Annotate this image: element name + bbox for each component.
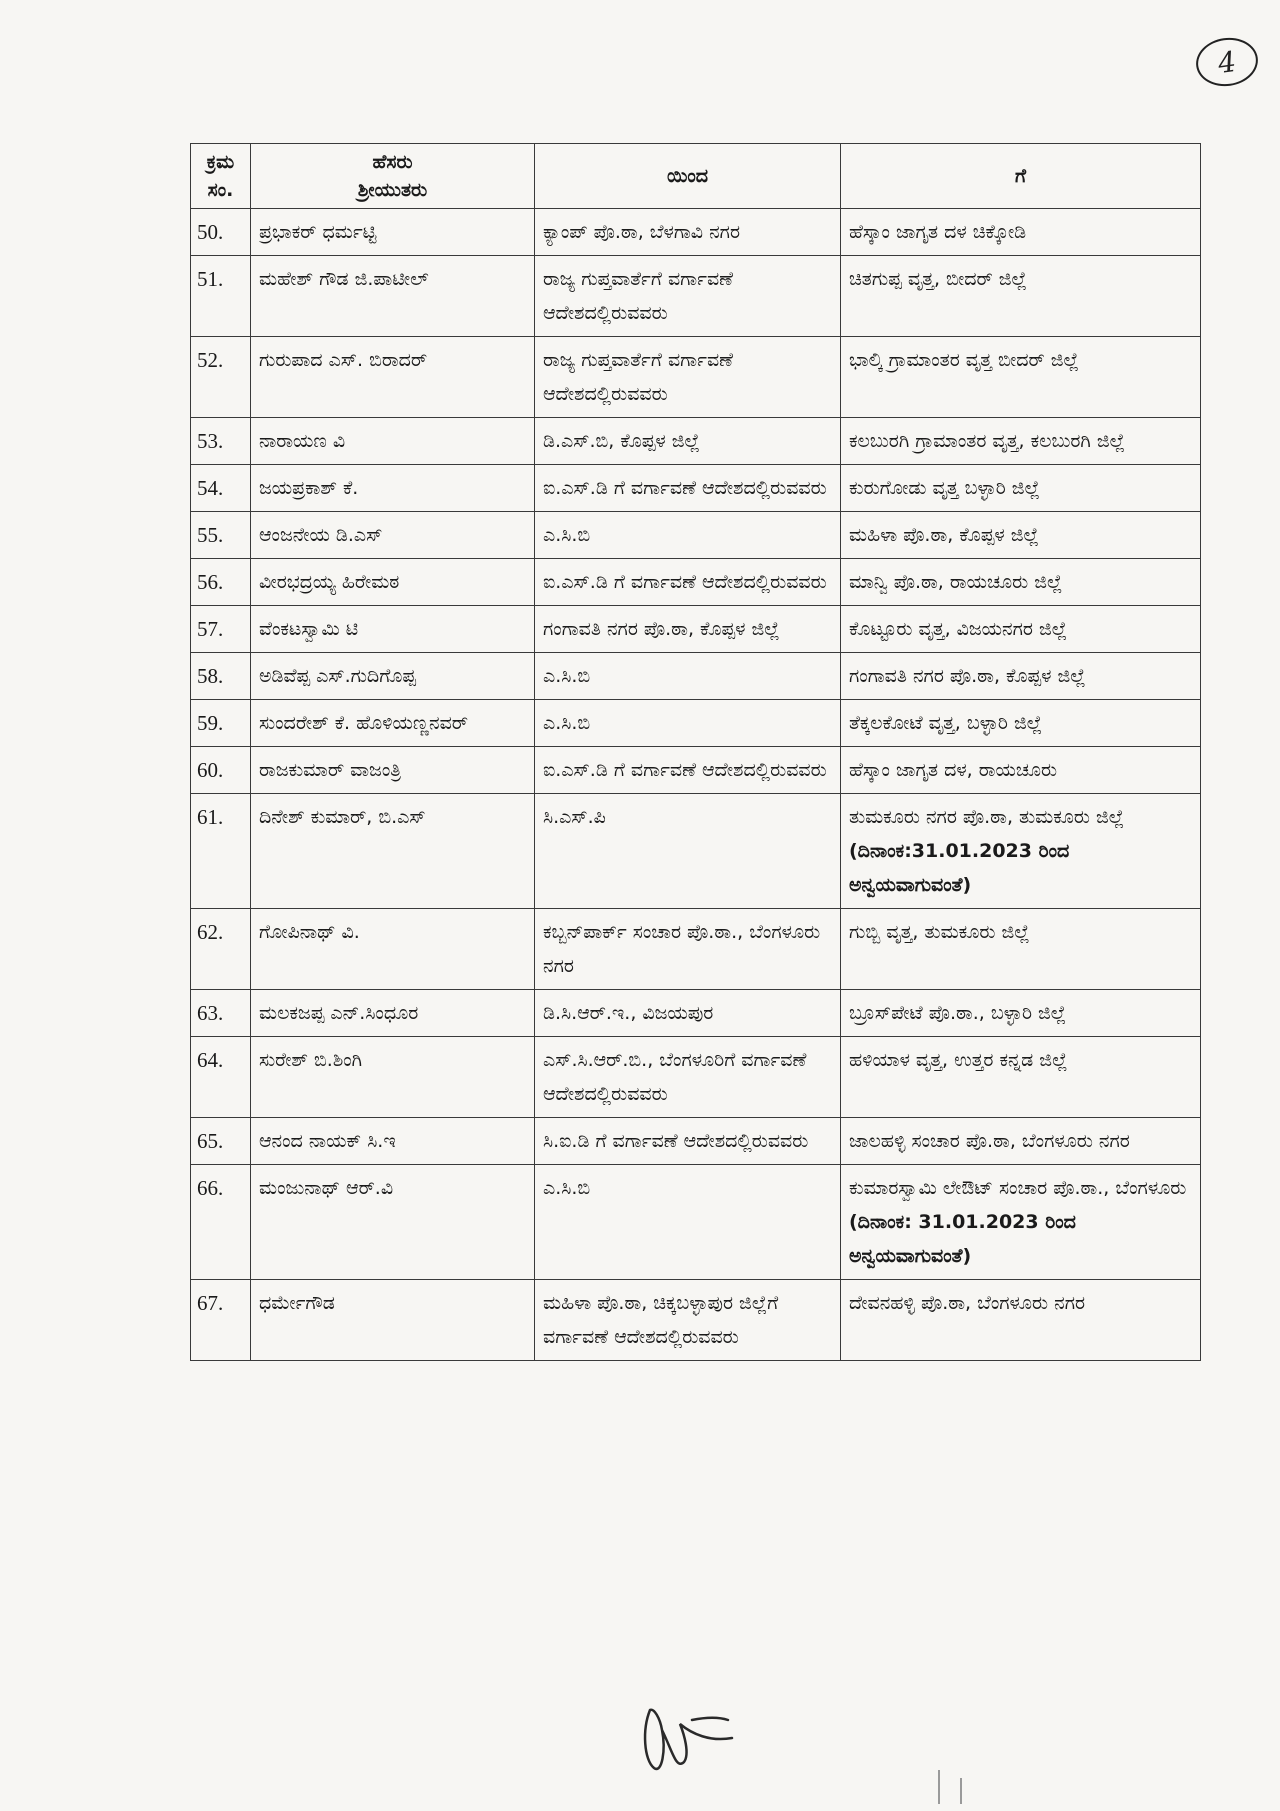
name-cell bbox=[251, 559, 535, 606]
from-cell bbox=[535, 559, 841, 606]
from-cell-text: ಸಿ.ಐ.ಡಿ ಗೆ ವರ್ಗಾವಣೆ ಆದೇಶದಲ್ಲಿರುವವರು bbox=[543, 1130, 809, 1152]
serial-cell-text: 60. bbox=[197, 758, 224, 782]
name-cell-text: ವೆಂಕಟಸ್ವಾಮಿ ಟಿ bbox=[259, 618, 359, 640]
header-from: ಯಿಂದ bbox=[535, 144, 841, 209]
from-cell-text: ಕ್ಯಾಂಪ್ ಪೊ.ಠಾ, ಬೆಳಗಾವಿ ನಗರ bbox=[543, 221, 740, 243]
from-cell-text: ಡಿ.ಸಿ.ಆರ್.ಇ., ವಿಜಯಪುರ bbox=[543, 1002, 714, 1024]
from-cell bbox=[535, 606, 841, 653]
to-cell-text: ಮಹಿಳಾ ಪೊ.ಠಾ, ಕೊಪ್ಪಳ ಜಿಲ್ಲೆ bbox=[849, 524, 1039, 546]
name-cell-text: ಗೋಪಿನಾಥ್ ವಿ. bbox=[259, 921, 360, 943]
to-cell bbox=[841, 747, 1201, 794]
table-row bbox=[191, 337, 1201, 418]
name-cell bbox=[251, 465, 535, 512]
serial-cell-text: 59. bbox=[197, 711, 224, 735]
to-cell-text: ಗಂಗಾವತಿ ನಗರ ಪೊ.ಠಾ, ಕೊಪ್ಪಳ ಜಿಲ್ಲೆ bbox=[849, 665, 1086, 687]
to-cell-text: ದೇವನಹಳ್ಳಿ ಪೊ.ಠಾ, ಬೆಂಗಳೂರು ನಗರ bbox=[849, 1292, 1086, 1314]
name-cell bbox=[251, 1165, 535, 1280]
to-cell bbox=[841, 559, 1201, 606]
table-header-row bbox=[191, 144, 1201, 209]
serial-cell-text: 53. bbox=[197, 429, 224, 453]
name-cell-text: ವೀರಭದ್ರಯ್ಯ ಹಿರೇಮಠ bbox=[259, 571, 400, 593]
name-cell bbox=[251, 418, 535, 465]
serial-cell-text: 66. bbox=[197, 1176, 224, 1200]
to-cell-text: ಜಾಲಹಳ್ಳಿ ಸಂಚಾರ ಪೊ.ಠಾ, ಬೆಂಗಳೂರು ನಗರ bbox=[849, 1130, 1130, 1152]
to-cell bbox=[841, 990, 1201, 1037]
page-number-text: 4 bbox=[1215, 44, 1239, 80]
serial-cell bbox=[191, 1037, 251, 1118]
name-cell-text: ರಾಜಕುಮಾರ್ ವಾಜಂತ್ರಿ bbox=[259, 759, 402, 781]
to-cell-text: ಭಾಲ್ಕಿ ಗ್ರಾಮಾಂತರ ವೃತ್ತ ಬೀದರ್ ಜಿಲ್ಲೆ bbox=[849, 349, 1079, 371]
name-cell-text: ಆನಂದ ನಾಯಕ್ ಸಿ.ಇ bbox=[259, 1130, 396, 1152]
name-cell-text: ನಾರಾಯಣ ವಿ bbox=[259, 430, 346, 452]
effective-date-note: (ದಿನಾಂಕ:31.01.2023 ರಿಂದ ಅನ್ವಯವಾಗುವಂತೆ) bbox=[849, 840, 1070, 896]
to-cell bbox=[841, 1280, 1201, 1361]
from-cell bbox=[535, 256, 841, 337]
serial-cell-text: 56. bbox=[197, 570, 224, 594]
header-serial bbox=[191, 144, 251, 209]
name-cell-text: ಜಯಪ್ರಕಾಶ್ ಕೆ. bbox=[259, 477, 359, 499]
header-name-line1: ಹೆಸರು bbox=[372, 151, 413, 173]
name-cell bbox=[251, 1037, 535, 1118]
from-cell-text: ಎ.ಸಿ.ಬಿ bbox=[543, 712, 591, 734]
to-cell bbox=[841, 1118, 1201, 1165]
to-cell bbox=[841, 512, 1201, 559]
to-cell-text: ತೆಕ್ಕಲಕೋಟೆ ವೃತ್ತ, ಬಳ್ಳಾರಿ ಜಿಲ್ಲೆ bbox=[849, 712, 1043, 734]
transfer-table bbox=[190, 143, 1201, 1361]
serial-cell-text: 55. bbox=[197, 523, 224, 547]
to-cell-text: ಗುಬ್ಬಿ ವೃತ್ತ, ತುಮಕೂರು ಜಿಲ್ಲೆ bbox=[849, 921, 1030, 943]
table-row bbox=[191, 794, 1201, 909]
to-cell-text: ಚಿತಗುಪ್ಪ ವೃತ್ತ, ಬೀದರ್ ಜಿಲ್ಲೆ bbox=[849, 268, 1027, 290]
name-cell bbox=[251, 512, 535, 559]
from-cell-text: ಎಸ್.ಸಿ.ಆರ್.ಬಿ., ಬೆಂಗಳೂರಿಗೆ ವರ್ಗಾವಣೆ ಆದೇಶದಲ್ಲಿರುವವರು bbox=[543, 1049, 807, 1105]
to-cell bbox=[841, 418, 1201, 465]
name-cell bbox=[251, 256, 535, 337]
table-row bbox=[191, 1165, 1201, 1280]
from-cell bbox=[535, 700, 841, 747]
from-cell bbox=[535, 1118, 841, 1165]
serial-cell-text: 54. bbox=[197, 476, 224, 500]
serial-cell bbox=[191, 209, 251, 256]
from-cell-text: ರಾಜ್ಯ ಗುಪ್ತವಾರ್ತೆಗೆ ವರ್ಗಾವಣೆ ಆದೇಶದಲ್ಲಿರುವವರು bbox=[543, 268, 734, 324]
table-row bbox=[191, 418, 1201, 465]
header-serial-line1: ಕ್ರಮ bbox=[206, 151, 235, 173]
header-name-line2: ಶ್ರೀಯುತರು bbox=[357, 179, 428, 201]
name-cell bbox=[251, 653, 535, 700]
name-cell-text: ಧರ್ಮೇಗೌಡ bbox=[259, 1292, 335, 1314]
from-cell bbox=[535, 337, 841, 418]
to-cell bbox=[841, 653, 1201, 700]
serial-cell-text: 63. bbox=[197, 1001, 224, 1025]
name-cell-text: ಅಡಿವೆಪ್ಪ ಎಸ್.ಗುದಿಗೊಪ್ಪ bbox=[259, 665, 417, 687]
serial-cell-text: 51. bbox=[197, 267, 224, 291]
name-cell bbox=[251, 747, 535, 794]
header-to: ಗೆ bbox=[841, 144, 1201, 209]
from-cell-text: ಸಿ.ಎಸ್.ಪಿ bbox=[543, 806, 606, 828]
table-row bbox=[191, 747, 1201, 794]
serial-cell-text: 64. bbox=[197, 1048, 224, 1072]
serial-cell bbox=[191, 1165, 251, 1280]
to-cell bbox=[841, 909, 1201, 990]
name-cell bbox=[251, 606, 535, 653]
to-cell-text: ಕೊಟ್ಟೂರು ವೃತ್ತ, ವಿಜಯನಗರ ಜಿಲ್ಲೆ bbox=[849, 618, 1068, 640]
to-cell bbox=[841, 256, 1201, 337]
scan-artifact bbox=[960, 1778, 962, 1804]
serial-cell bbox=[191, 418, 251, 465]
table-row bbox=[191, 1280, 1201, 1361]
from-cell bbox=[535, 512, 841, 559]
to-cell bbox=[841, 606, 1201, 653]
table-row bbox=[191, 653, 1201, 700]
to-cell-text: ಕುರುಗೋಡು ವೃತ್ತ ಬಳ್ಳಾರಿ ಜಿಲ್ಲೆ bbox=[849, 477, 1040, 499]
table-row bbox=[191, 990, 1201, 1037]
from-cell bbox=[535, 1037, 841, 1118]
serial-cell bbox=[191, 559, 251, 606]
from-cell bbox=[535, 653, 841, 700]
table-row bbox=[191, 256, 1201, 337]
scan-artifact bbox=[938, 1770, 940, 1804]
serial-cell bbox=[191, 512, 251, 559]
from-cell-text: ಐ.ಎಸ್.ಡಿ ಗೆ ವರ್ಗಾವಣೆ ಆದೇಶದಲ್ಲಿರುವವರು bbox=[543, 571, 827, 593]
from-cell-text: ಎ.ಸಿ.ಬಿ bbox=[543, 524, 591, 546]
name-cell bbox=[251, 209, 535, 256]
page-number bbox=[1193, 34, 1261, 90]
to-cell bbox=[841, 337, 1201, 418]
from-cell-text: ಐ.ಎಸ್.ಡಿ ಗೆ ವರ್ಗಾವಣೆ ಆದೇಶದಲ್ಲಿರುವವರು bbox=[543, 759, 827, 781]
from-cell bbox=[535, 747, 841, 794]
from-cell-text: ರಾಜ್ಯ ಗುಪ್ತವಾರ್ತೆಗೆ ವರ್ಗಾವಣೆ ಆದೇಶದಲ್ಲಿರುವವರು bbox=[543, 349, 734, 405]
to-cell-text: ಹೆಸ್ಕಾಂ ಜಾಗೃತ ದಳ ಚಿಕ್ಕೋಡಿ bbox=[849, 221, 1027, 243]
to-cell-text: ಹೆಸ್ಕಾಂ ಜಾಗೃತ ದಳ, ರಾಯಚೂರು bbox=[849, 759, 1058, 781]
from-cell-text: ಎ.ಸಿ.ಬಿ bbox=[543, 1177, 591, 1199]
table-row bbox=[191, 1118, 1201, 1165]
serial-cell bbox=[191, 794, 251, 909]
to-cell bbox=[841, 794, 1201, 909]
header-name bbox=[251, 144, 535, 209]
serial-cell-text: 67. bbox=[197, 1291, 224, 1315]
table-row bbox=[191, 700, 1201, 747]
from-cell bbox=[535, 1165, 841, 1280]
name-cell bbox=[251, 909, 535, 990]
to-cell bbox=[841, 1165, 1201, 1280]
serial-cell bbox=[191, 909, 251, 990]
name-cell-text: ಮಲಕಜಪ್ಪ ಎನ್.ಸಿಂಧೂರ bbox=[259, 1002, 419, 1024]
serial-cell bbox=[191, 465, 251, 512]
table-row bbox=[191, 909, 1201, 990]
header-serial-line2: ಸಂ. bbox=[207, 179, 234, 201]
from-cell bbox=[535, 794, 841, 909]
serial-cell-text: 52. bbox=[197, 348, 224, 372]
serial-cell bbox=[191, 747, 251, 794]
serial-cell-text: 65. bbox=[197, 1129, 224, 1153]
serial-cell-text: 50. bbox=[197, 220, 224, 244]
table-body bbox=[191, 209, 1201, 1361]
table-row bbox=[191, 209, 1201, 256]
table-row bbox=[191, 465, 1201, 512]
serial-cell-text: 57. bbox=[197, 617, 224, 641]
name-cell bbox=[251, 700, 535, 747]
from-cell bbox=[535, 909, 841, 990]
name-cell-text: ಪ್ರಭಾಕರ್ ಧರ್ಮಟ್ಟಿ bbox=[259, 221, 377, 243]
to-cell-text: ಬ್ರೂಸ್‌ಪೇಟೆ ಪೊ.ಠಾ., ಬಳ್ಳಾರಿ ಜಿಲ್ಲೆ bbox=[849, 1002, 1067, 1024]
to-cell bbox=[841, 209, 1201, 256]
serial-cell bbox=[191, 606, 251, 653]
name-cell bbox=[251, 1280, 535, 1361]
from-cell bbox=[535, 990, 841, 1037]
name-cell-text: ಮಂಜುನಾಥ್ ಆರ್.ವಿ bbox=[259, 1177, 394, 1199]
name-cell-text: ಗುರುಪಾದ ಎಸ್. ಬಿರಾದರ್ bbox=[259, 349, 428, 371]
from-cell-text: ಡಿ.ಎಸ್.ಬಿ, ಕೊಪ್ಪಳ ಜಿಲ್ಲೆ bbox=[543, 430, 700, 452]
to-cell-text: ಕಲಬುರಗಿ ಗ್ರಾಮಾಂತರ ವೃತ್ತ, ಕಲಬುರಗಿ ಜಿಲ್ಲೆ bbox=[849, 430, 1125, 452]
to-cell-text: ಮಾನ್ವಿ ಪೊ.ಠಾ, ರಾಯಚೂರು ಜಿಲ್ಲೆ bbox=[849, 571, 1063, 593]
to-cell bbox=[841, 700, 1201, 747]
name-cell-text: ಮಹೇಶ್ ಗೌಡ ಜಿ.ಪಾಟೀಲ್ bbox=[259, 268, 429, 290]
from-cell-text: ಗಂಗಾವತಿ ನಗರ ಪೊ.ಠಾ, ಕೊಪ್ಪಳ ಜಿಲ್ಲೆ bbox=[543, 618, 780, 640]
serial-cell bbox=[191, 700, 251, 747]
name-cell bbox=[251, 990, 535, 1037]
from-cell-text: ಎ.ಸಿ.ಬಿ bbox=[543, 665, 591, 687]
serial-cell bbox=[191, 337, 251, 418]
name-cell bbox=[251, 337, 535, 418]
signature bbox=[632, 1690, 742, 1780]
name-cell-text: ಆಂಜನೇಯ ಡಿ.ಎಸ್ bbox=[259, 524, 383, 546]
to-cell bbox=[841, 1037, 1201, 1118]
to-cell bbox=[841, 465, 1201, 512]
name-cell-text: ಸುಂದರೇಶ್ ಕೆ. ಹೊಳಿಯಣ್ಣನವರ್ bbox=[259, 712, 468, 734]
serial-cell bbox=[191, 1280, 251, 1361]
from-cell bbox=[535, 418, 841, 465]
table-row bbox=[191, 512, 1201, 559]
name-cell-text: ದಿನೇಶ್ ಕುಮಾರ್, ಬಿ.ಎಸ್ bbox=[259, 806, 426, 828]
table-row bbox=[191, 606, 1201, 653]
table-row bbox=[191, 1037, 1201, 1118]
serial-cell-text: 61. bbox=[197, 805, 224, 829]
serial-cell-text: 62. bbox=[197, 920, 224, 944]
from-cell bbox=[535, 465, 841, 512]
effective-date-note: (ದಿನಾಂಕ: 31.01.2023 ರಿಂದ ಅನ್ವಯವಾಗುವಂತೆ) bbox=[849, 1211, 1076, 1267]
from-cell bbox=[535, 209, 841, 256]
serial-cell bbox=[191, 990, 251, 1037]
from-cell-text: ಐ.ಎಸ್.ಡಿ ಗೆ ವರ್ಗಾವಣೆ ಆದೇಶದಲ್ಲಿರುವವರು bbox=[543, 477, 827, 499]
name-cell bbox=[251, 1118, 535, 1165]
from-cell bbox=[535, 1280, 841, 1361]
to-cell-text: ಹಳಿಯಾಳ ವೃತ್ತ, ಉತ್ತರ ಕನ್ನಡ ಜಿಲ್ಲೆ bbox=[849, 1049, 1068, 1071]
serial-cell bbox=[191, 653, 251, 700]
from-cell-text: ಕಬ್ಬನ್‌ಪಾರ್ಕ್ ಸಂಚಾರ ಪೊ.ಠಾ., ಬೆಂಗಳೂರು ನಗರ bbox=[543, 921, 821, 977]
to-cell-text: ತುಮಕೂರು ನಗರ ಪೊ.ಠಾ, ತುಮಕೂರು ಜಿಲ್ಲೆ bbox=[849, 806, 1125, 828]
name-cell bbox=[251, 794, 535, 909]
table-row bbox=[191, 559, 1201, 606]
from-cell-text: ಮಹಿಳಾ ಪೊ.ಠಾ, ಚಿಕ್ಕಬಳ್ಳಾಪುರ ಜಿಲ್ಲೆಗೆ ವರ್ಗಾವಣೆ ಆದೇಶದಲ್ಲಿರುವವರು bbox=[543, 1292, 779, 1348]
name-cell-text: ಸುರೇಶ್ ಬಿ.ಶಿಂಗಿ bbox=[259, 1049, 363, 1071]
serial-cell-text: 58. bbox=[197, 664, 224, 688]
serial-cell bbox=[191, 1118, 251, 1165]
to-cell-text: ಕುಮಾರಸ್ವಾಮಿ ಲೇಔಟ್ ಸಂಚಾರ ಪೊ.ಠಾ., ಬೆಂಗಳೂರು bbox=[849, 1177, 1187, 1199]
serial-cell bbox=[191, 256, 251, 337]
